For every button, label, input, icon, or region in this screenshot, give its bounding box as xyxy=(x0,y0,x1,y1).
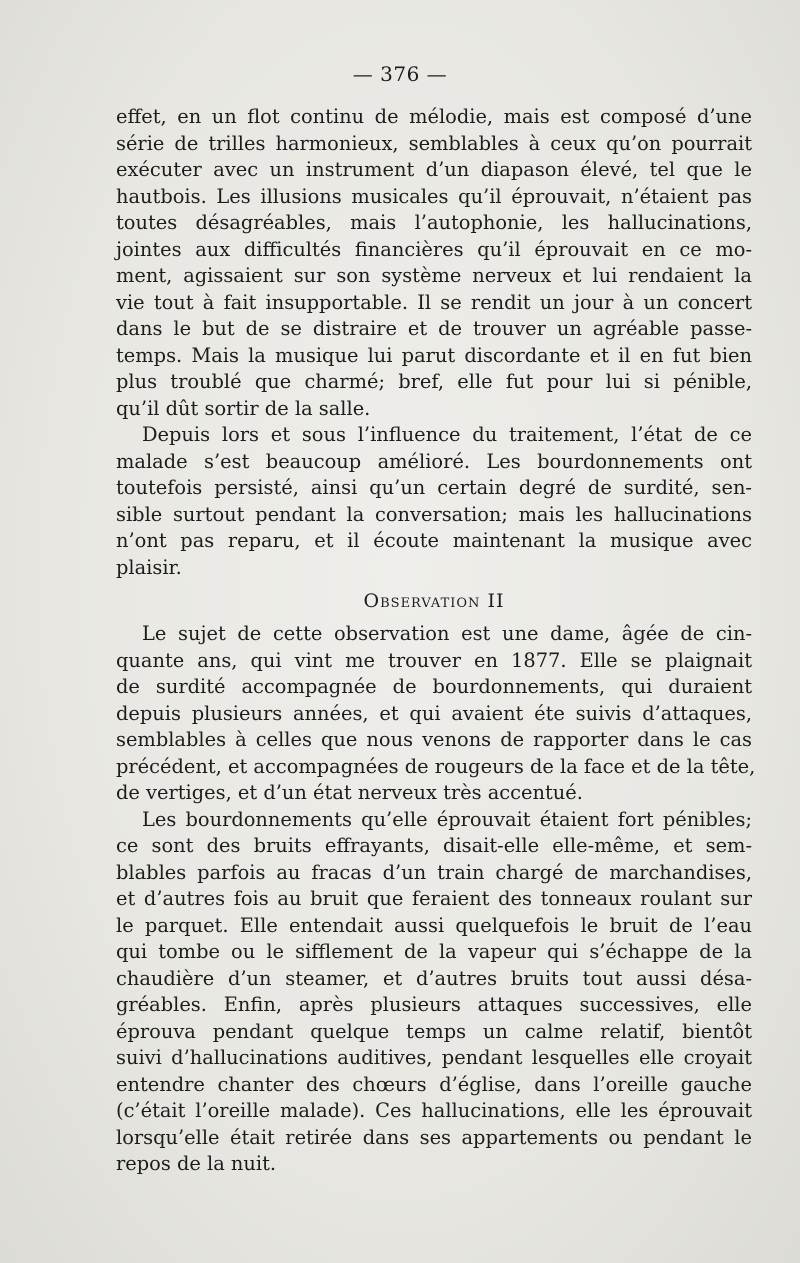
text-line: sible surtout pendant la conversation; mais les hallucinations xyxy=(116,502,752,526)
text-line: Depuis lors et sous l’influence du traitement, l’état de ce xyxy=(142,423,752,446)
text-line: n’ont pas reparu, et il écoute maintenant la musique avec xyxy=(116,529,752,552)
section-heading: Observation II xyxy=(363,590,505,612)
text-line: malade s’est beaucoup amélioré. Les bourdonnements ont xyxy=(116,449,752,473)
text-line: chaudière d’un steamer, et d’autres bruits tout aussi désa- xyxy=(116,966,752,990)
text-line: temps. Mais la musique lui parut discordante et il en fut bien xyxy=(116,343,752,367)
text-line: et d’autres fois au bruit que feraient des tonneaux roulant sur xyxy=(116,887,752,910)
text-line: exécuter avec un instrument d’un diapason élevé, tel que le xyxy=(116,158,752,181)
text-line: plus troublé que charmé; bref, elle fut pour lui si pénible, xyxy=(116,370,752,393)
text-line: effet, en un flot continu de mélodie, mais est composé d’une xyxy=(116,105,752,128)
text-line: plaisir. xyxy=(116,555,182,579)
text-line: (c’était l’oreille malade). Ces hallucinations, elle les éprouvait xyxy=(116,1099,752,1122)
text-line: éprouva pendant quelque temps un calme relatif, bientôt xyxy=(116,1019,752,1043)
paragraph-group-1 xyxy=(116,104,752,581)
text-line: de vertiges, et d’un état nerveux très accentué. xyxy=(116,781,583,804)
paragraph xyxy=(116,422,752,581)
text-line: toutefois persisté, ainsi qu’un certain degré de surdité, sen- xyxy=(116,476,752,499)
page-number: — 376 — xyxy=(352,62,448,86)
paragraph xyxy=(116,621,756,807)
text-line: Les bourdonnements qu’elle éprouvait étaient fort pénibles; xyxy=(142,807,752,831)
text-line: hautbois. Les illusions musicales qu’il éprouvait, n’étaient pas xyxy=(116,184,752,208)
text-line: ment, agissaient sur son système nerveux et lui rendaient la xyxy=(116,264,752,287)
paragraph-group-2 xyxy=(116,621,756,1178)
text-line: gréables. Enfin, après plusieurs attaques successives, elle xyxy=(116,993,752,1016)
text-line: qu’il dût sortir de la salle. xyxy=(116,396,371,420)
body-text xyxy=(116,104,756,1178)
text-line: repos de la nuit. xyxy=(116,1152,277,1175)
text-line: dans le but de se distraire et de trouver un agréable passe- xyxy=(116,317,752,340)
text-line: de surdité accompagnée de bourdonnements, qui duraient xyxy=(116,675,752,698)
text-line: blables parfois au fracas d’un train chargé de marchandises, xyxy=(116,860,752,884)
text-line: depuis plusieurs années, et qui avaient éte suivis d’attaques, xyxy=(116,701,752,725)
text-line: qui tombe ou le sifflement de la vapeur qui s’échappe de la xyxy=(116,940,752,963)
text-line: quante ans, qui vint me trouver en 1877. Elle se plaignait xyxy=(116,648,752,672)
paragraph xyxy=(116,807,752,1178)
text-line: le parquet. Elle entendait aussi quelquefois le bruit de l’eau xyxy=(116,913,752,937)
text-line: Le sujet de cette observation est une dame, âgée de cin- xyxy=(142,622,752,645)
text-line: lorsqu’elle était retirée dans ses appartements ou pendant le xyxy=(116,1125,752,1149)
text-line: suivi d’hallucinations auditives, pendant lesquelles elle croyait xyxy=(116,1046,752,1069)
text-line: vie tout à fait insupportable. Il se rendit un jour à un concert xyxy=(116,290,752,314)
text-line: ce sont des bruits effrayants, disait-elle elle-même, et sem- xyxy=(116,834,752,857)
text-line: jointes aux difficultés financières qu’il éprouvait en ce mo- xyxy=(116,237,752,261)
text-line: entendre chanter des chœurs d’église, dans l’oreille gauche xyxy=(116,1072,752,1096)
text-line: précédent, et accompagnées de rougeurs de la face et de la tête, xyxy=(116,754,756,778)
text-line: semblables à celles que nous venons de rapporter dans le cas xyxy=(116,728,752,751)
paragraph xyxy=(116,104,752,422)
text-line: toutes désagréables, mais l’autophonie, les hallucinations, xyxy=(116,211,752,234)
text-line: série de trilles harmonieux, semblables à ceux qu’on pourrait xyxy=(116,131,752,155)
